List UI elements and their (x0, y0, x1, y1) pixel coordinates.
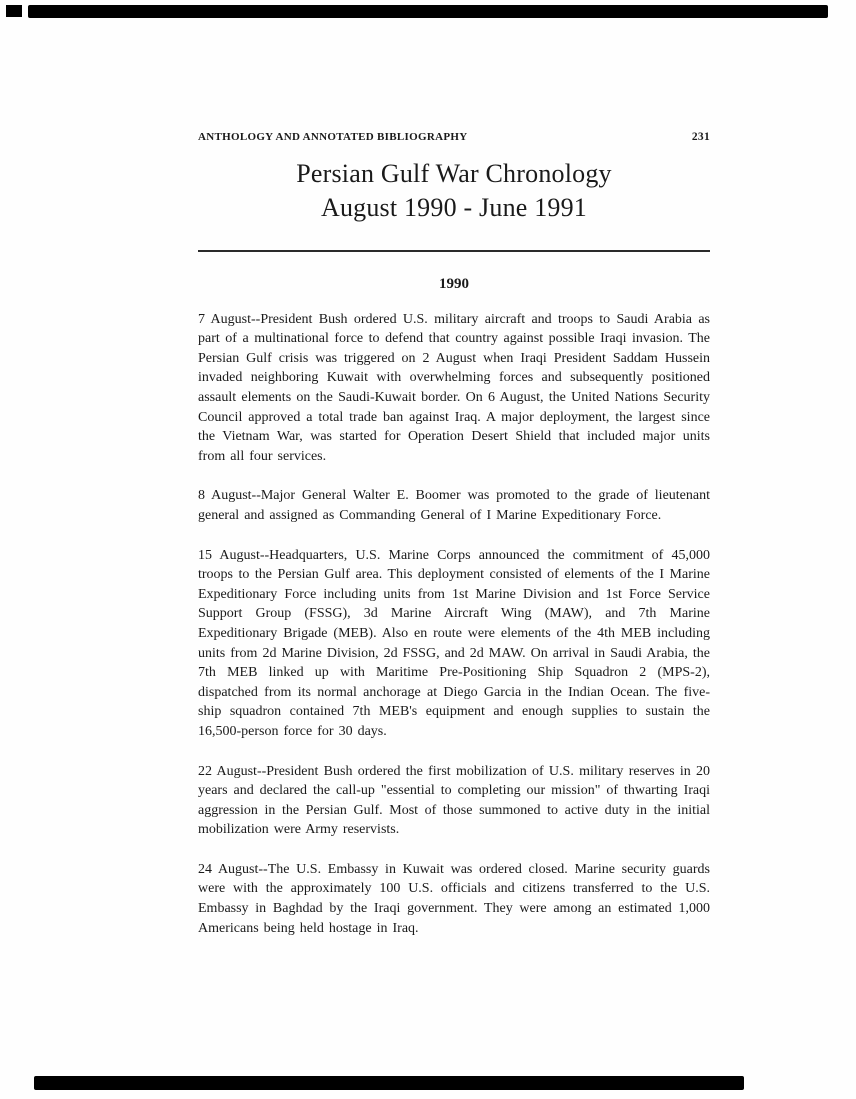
scan-artifact-top-left (6, 5, 22, 17)
chronology-entry-24-august: 24 August--The U.S. Embassy in Kuwait was ordered closed. Marine security guards were with the approximately 100 U.S. officials and citizens transferred to the U.S. Embassy in Baghdad by the Iraqi government. They were among an estimated 1,000 Americans being held hostage in Iraq. (198, 861, 710, 936)
divider-rule (198, 250, 710, 252)
section-heading-1990: 1990 (439, 275, 469, 292)
page-number: 231 (691, 131, 710, 143)
chronology-entry-7-august: 7 August--President Bush ordered U.S. military aircraft and troops to Saudi Arabia as part of a multinational force to defend that country against possible Iraqi invasion. The Persian Gulf crisis was triggered on 2 August when Iraqi President Saddam Hussein invaded neighboring Kuwait with overwhelming forces and subsequently positioned assault elements on the Saudi-Kuwait border. On 6 August, the United Nations Security Council approved a total trade ban against Iraq. A major deployment, the largest since the Vietnam War, was started for Operation Desert Shield that included major units from all four services. (198, 311, 710, 464)
page-title-line-2: August 1990 - June 1991 (320, 193, 588, 223)
page-content (198, 0, 710, 938)
page-title-line-1: Persian Gulf War Chronology (296, 159, 612, 188)
page-title (198, 157, 710, 226)
chronology-entry-8-august: 8 August--Major General Walter E. Boomer was promoted to the grade of lieutenant general and assigned as Commanding General of I Marine Expeditionary Force. (198, 488, 710, 523)
running-header-title: ANTHOLOGY AND ANNOTATED BIBLIOGRAPHY (198, 131, 468, 143)
running-header (198, 131, 710, 143)
scan-artifact-bottom-bar (34, 1076, 744, 1090)
chronology-entry-22-august: 22 August--President Bush ordered the first mobilization of U.S. military reserves in 20 years and declared the call-up "essential to completing our mission" of thwarting Iraqi aggression in the Persian Gulf. Most of those summoned to active duty in the initial mobilization were Army reservists. (198, 763, 710, 838)
chronology-entry-15-august: 15 August--Headquarters, U.S. Marine Corps announced the commitment of 45,000 troops to the Persian Gulf area. This deployment consisted of elements of the I Marine Expeditionary Force including units from 1st Marine Division and 1st Force Service Support Group (FSSG), 3d Marine Aircraft Wing (MAW), and 7th Marine Expeditionary Brigade (MEB). Also en route were elements of the 4th MEB including units from 2d Marine Division, 2d FSSG, and 2d MAW. On arrival in Saudi Arabia, the 7th MEB linked up with Maritime Pre-Positioning Ship Squadron 2 (MPS-2), dispatched from its normal anchorage at Diego Garcia in the Indian Ocean. The five-ship squadron contained 7th MEB's equipment and enough supplies to sustain the 16,500-person force for 30 days. (198, 547, 710, 739)
